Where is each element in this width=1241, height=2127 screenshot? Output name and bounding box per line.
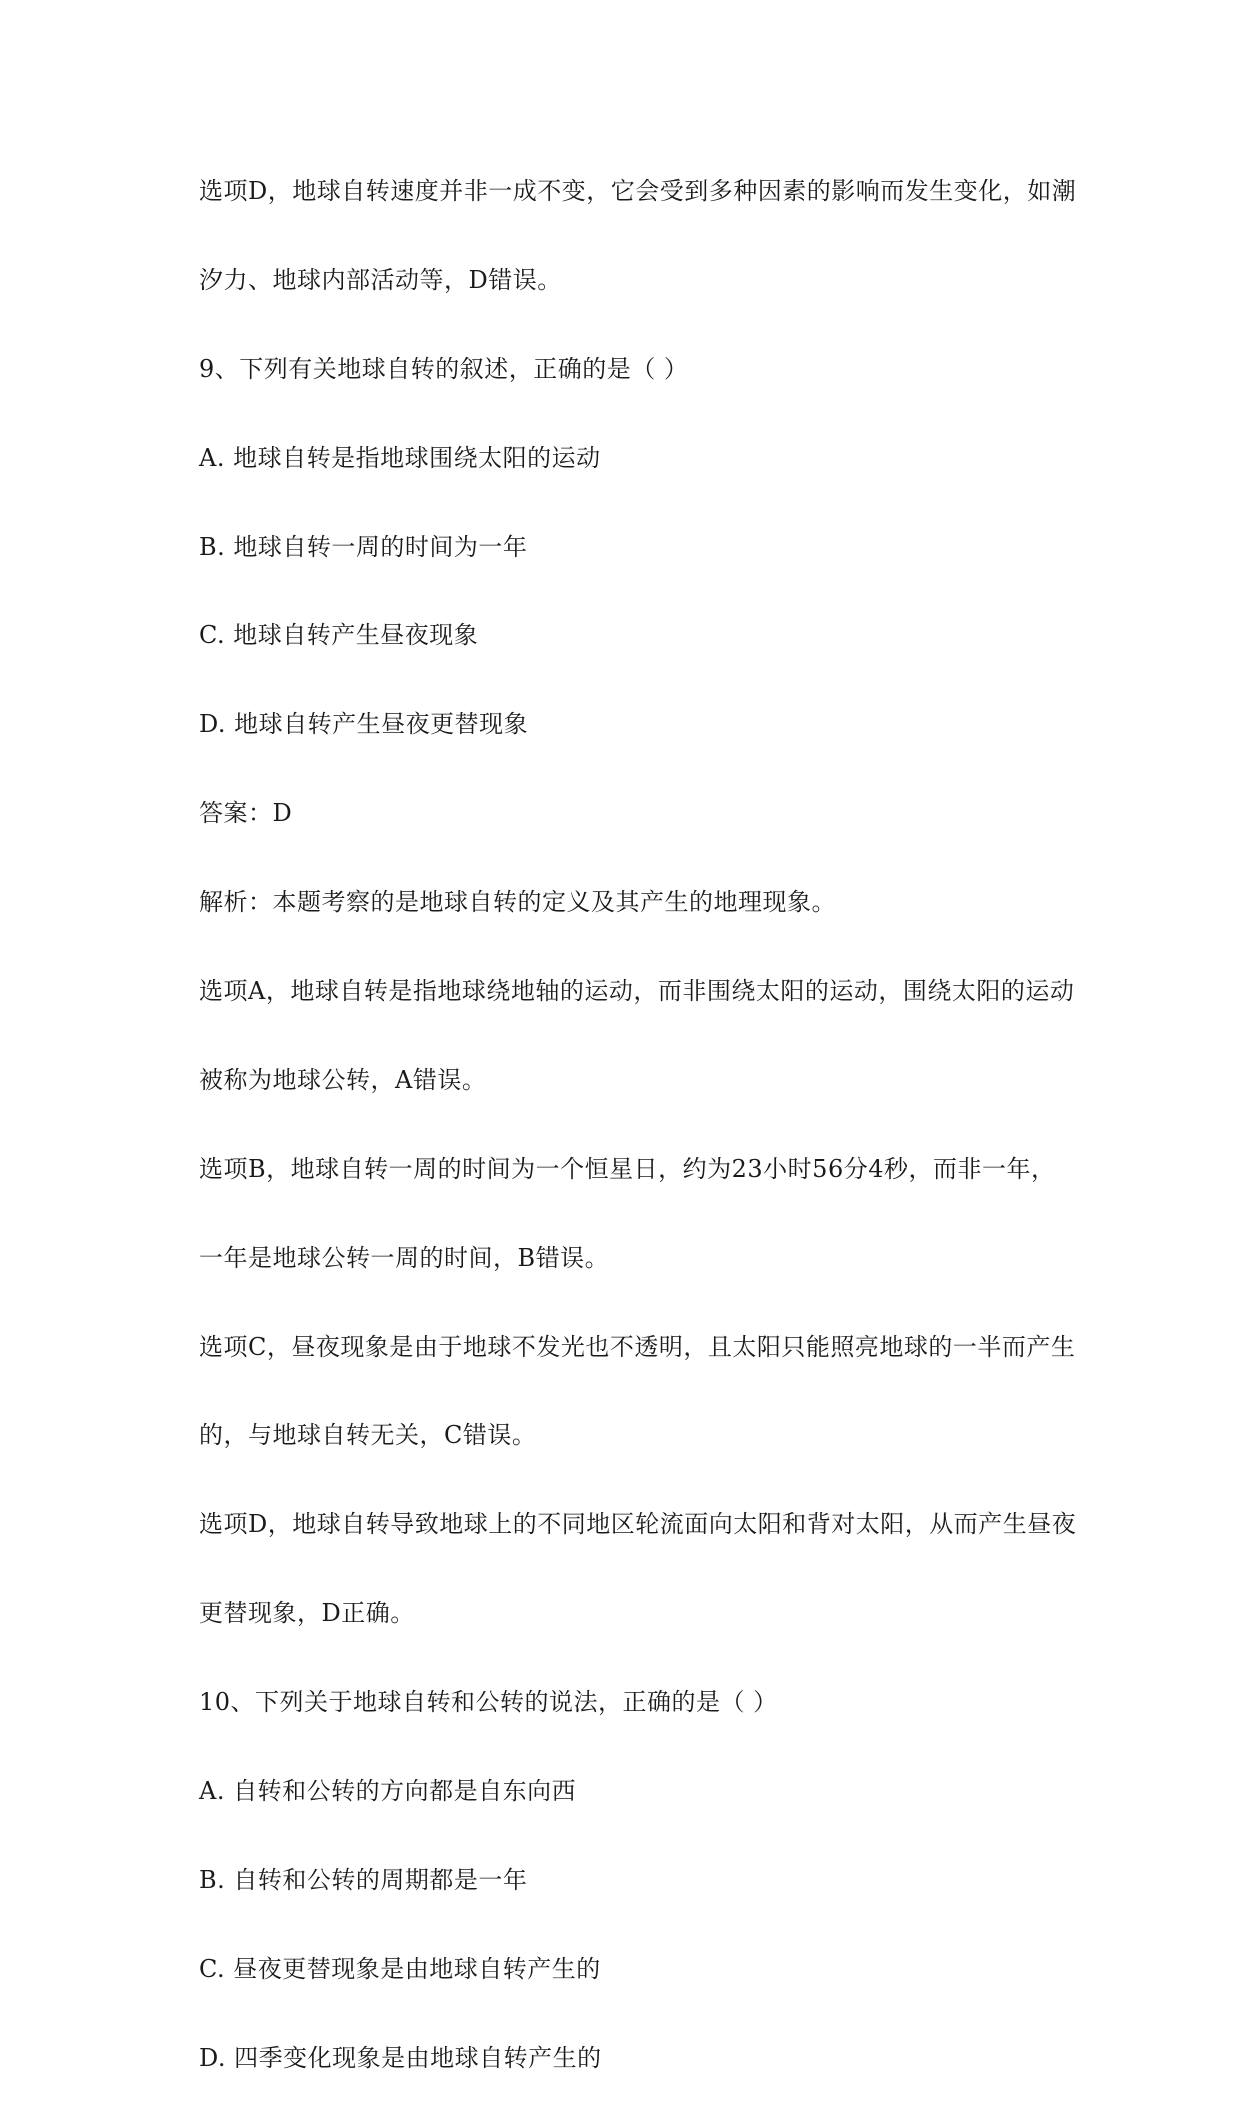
question-9-option-a: A. 地球自转是指地球围绕太阳的运动: [199, 443, 601, 472]
question-9-explanation-a: 选项A，地球自转是指地球绕地轴的运动，而非围绕太阳的运动，围绕太阳的运动: [199, 977, 1075, 1006]
question-9: 9、下列有关地球自转的叙述，正确的是（ ）: [199, 354, 689, 383]
question-9-explanation-d: 选项D，地球自转导致地球上的不同地区轮流面向太阳和背对太阳，从而产生昼夜: [199, 1510, 1077, 1539]
question-9-explanation-a-end: 被称为地球公转，A错误。: [199, 1065, 487, 1094]
question-9-option-b: B. 地球自转一周的时间为一年: [199, 532, 528, 561]
document-body: [199, 147, 1099, 2127]
question-9-option-d: D. 地球自转产生昼夜更替现象: [199, 710, 529, 739]
question-9-explanation-b: 选项B，地球自转一周的时间为一个恒星日，约为23小时56分4秒，而非一年，: [199, 1154, 1056, 1183]
question-10-option-b: B. 自转和公转的周期都是一年: [199, 1865, 528, 1894]
question-10-option-d: D. 四季变化现象是由地球自转产生的: [199, 2043, 602, 2072]
question-10-option-c: C. 昼夜更替现象是由地球自转产生的: [199, 1954, 601, 1983]
question-9-explanation-b-end: 一年是地球公转一周的时间，B错误。: [199, 1243, 610, 1272]
explanation-option-d-continued: 选项D，地球自转速度并非一成不变，它会受到多种因素的影响而发生变化，如潮: [199, 177, 1077, 205]
question-9-option-c: C. 地球自转产生昼夜现象: [199, 621, 479, 650]
question-10: 10、下列关于地球自转和公转的说法，正确的是（ ）: [199, 1688, 778, 1717]
explanation-option-d-continued-end: 汐力、地球内部活动等，D错误。: [199, 265, 562, 294]
question-9-explanation-c-end: 的，与地球自转无关，C错误。: [199, 1421, 537, 1450]
question-10-option-a: A. 自转和公转的方向都是自东向西: [199, 1777, 577, 1806]
question-9-analysis: 解析：本题考察的是地球自转的定义及其产生的地理现象。: [199, 888, 836, 917]
question-9-answer: 答案：D: [199, 799, 293, 828]
question-9-explanation-d-end: 更替现象，D正确。: [199, 1599, 415, 1628]
question-9-explanation-c: 选项C，昼夜现象是由于地球不发光也不透明，且太阳只能照亮地球的一半而产生: [199, 1332, 1076, 1361]
